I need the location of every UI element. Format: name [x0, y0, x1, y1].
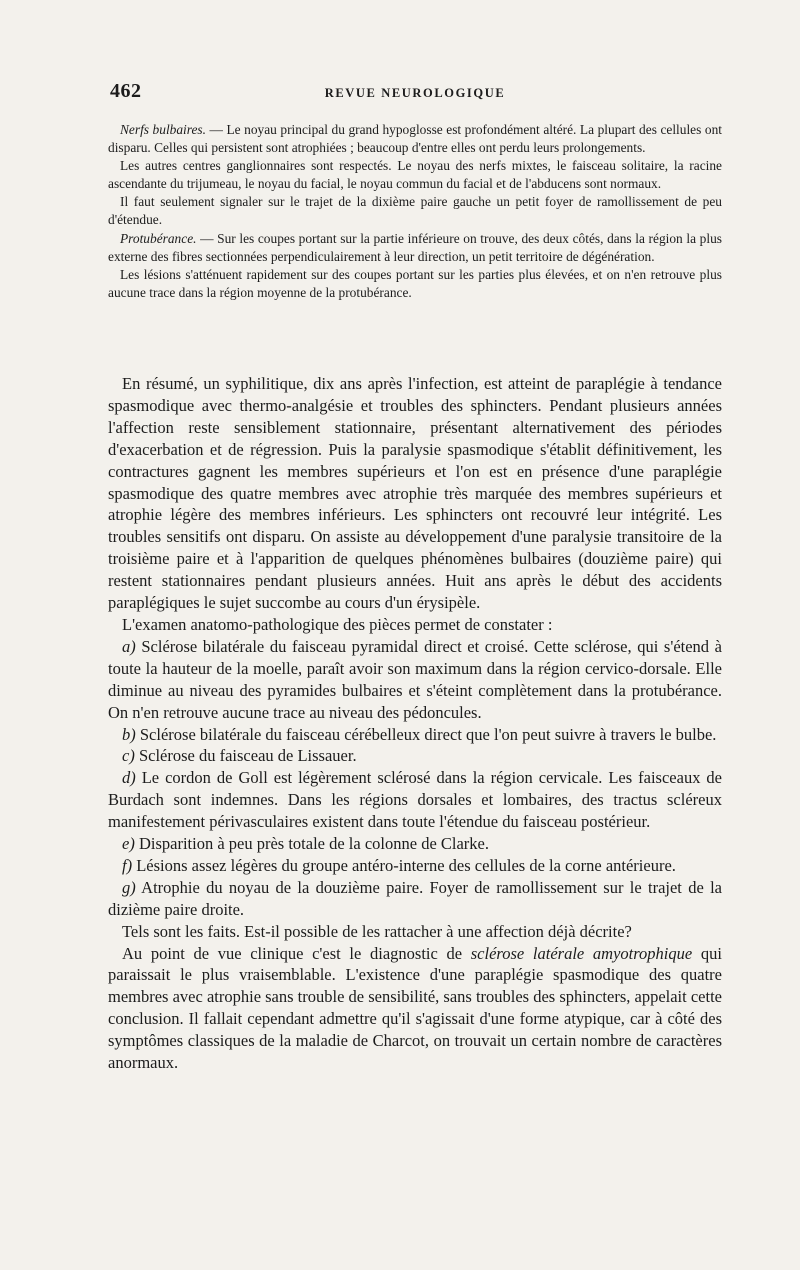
section-heading-protuberance: Protubérance. [120, 230, 197, 246]
list-item-text: Sclérose bilatérale du faisceau pyramidal direct et croisé. Cette sclérose, qui s'étend à toute la hauteur de la moelle, paraît avoir son maximum dans la région cervico-dorsale. Elle diminue au niveau des pyramides bulbaires et s'éteint complètement dans la protubérance. On n'en retrouve aucune trace au niveau des pédoncules. [108, 636, 722, 722]
list-item-d [108, 767, 722, 833]
list-marker: e) [122, 834, 135, 854]
list-item-e [108, 833, 722, 855]
paragraph-lesions-attenuent [108, 266, 722, 302]
list-item-text: Disparition à peu près totale de la colonne de Clarke. [134, 834, 489, 854]
small-print-section [108, 121, 722, 302]
paragraph-tels-sont-les-faits [108, 921, 722, 943]
list-item-b [108, 724, 722, 746]
list-item-text: Sclérose du faisceau de Lissauer. [134, 746, 357, 766]
emphasized-term: sclérose latérale amyotrophique [470, 943, 693, 963]
paragraph-protuberance [108, 230, 722, 266]
list-item-text: Atrophie du noyau de la douzième paire. Foyer de ramollissement sur le trajet de la dizième paire droite. [108, 877, 722, 919]
list-marker: f) [122, 855, 133, 875]
list-marker: b) [122, 724, 136, 744]
paragraph-text: qui paraissait le plus vraisemblable. L'existence d'une paraplégie spasmodique des quatre membres avec atrophie sans trouble de sensibilité, sans troubles des sphincters, appelait cette conclusion. Il fallait cependant admettre qu'il s'agissait d'une forme atypique, car à côté des symptômes classiques de la maladie de Charcot, on trouvait un certain nombre de caractères anormaux. [108, 943, 722, 1073]
paragraph-centres-ganglionnaires [108, 157, 722, 193]
paragraph-nerfs-bulbaires [108, 121, 722, 157]
paragraph-text: Il faut seulement signaler sur le trajet de la dixième paire gauche un petit foyer de ramollissement de peu d'étendue. [108, 194, 722, 228]
paragraph-resume [108, 373, 722, 614]
list-marker: g) [122, 877, 136, 897]
paragraph-text: Au point de vue clinique c'est le diagnostic de [122, 943, 471, 963]
paragraph-text: Tels sont les faits. Est-il possible de les rattacher à une affection déjà décrite? [122, 921, 632, 941]
page-header [110, 80, 720, 110]
section-heading-nerfs-bulbaires: Nerfs bulbaires. [120, 122, 206, 137]
list-item-text: Le cordon de Goll est légèrement sclérosé dans la région cervicale. Les faisceaux de Burdach sont indemnes. Dans les régions dorsales et lombaires, des tractus scléreux manifestement périvasculaires existent dans toute l'étendue du faisceau postérieur. [108, 768, 722, 832]
paragraph-point-de-vue-clinique [108, 943, 722, 1074]
paragraph-text: Les lésions s'atténuent rapidement sur des coupes portant sur les parties plus élevées, et on n'en retrouve plus aucune trace dans la région moyenne de la protubérance. [108, 266, 722, 300]
list-marker: a) [122, 636, 136, 656]
page-number: 462 [110, 80, 142, 102]
paragraph-examen [108, 614, 722, 636]
list-item-g [108, 877, 722, 921]
main-text-section [108, 373, 722, 1074]
list-marker: c) [122, 746, 135, 766]
list-item-text: Sclérose bilatérale du faisceau cérébelleux direct que l'on peut suivre à travers le bulbe. [135, 724, 717, 744]
running-title: REVUE NEUROLOGIQUE [324, 86, 506, 100]
paragraph-text: L'examen anatomo-pathologique des pièces permet de constater : [122, 614, 553, 634]
list-item-f [108, 855, 722, 877]
list-item-c [108, 745, 722, 767]
paragraph-dixieme-paire [108, 193, 722, 229]
list-marker: d) [122, 768, 136, 788]
paragraph-text: Les autres centres ganglionnaires sont respectés. Le noyau des nerfs mixtes, le faisceau solitaire, la racine ascendante du trijumeau, le noyau du facial, le noyau commun du facial et de l'abducens sont normaux. [108, 158, 722, 192]
list-item-a [108, 636, 722, 724]
paragraph-text: — Sur les coupes portant sur la partie inférieure on trouve, des deux côtés, dans la région la plus externe des fibres sectionnées perpendiculairement à leur direction, un petit territoire de dégénération. [108, 230, 722, 264]
paragraph-text: — Le noyau principal du grand hypoglosse est profondément altéré. La plupart des cellules ont disparu. Celles qui persistent sont atrophiées ; beaucoup d'entre elles ont perdu leurs prolongements. [108, 122, 722, 156]
paragraph-text: En résumé, un syphilitique, dix ans après l'infection, est atteint de paraplégie à tendance spasmodique avec thermo-analgésie et troubles des sphincters. Pendant plusieurs années l'affection reste sensiblement stationnaire, présentant alternativement des périodes d'exacerbation et de régression. Puis la paralysie spasmodique s'établit définitivement, les contractures gagnent les membres supérieurs et l'on est en présence d'une paraplégie spasmodique des quatre membres avec atrophie très marquée des membres supérieurs et atrophie légère des membres inférieurs. Les sphincters ont recouvré leur intégrité. Les troubles sensitifs ont disparu. On assiste au développement d'une paralysie transitoire de la troisième paire et à l'apparition de quelques phénomènes bulbaires (douzième paire) qui restent stationnaires pendant plusieurs années. Huit ans après le début des accidents paraplégiques le sujet succombe au cours d'un érysipèle. [108, 374, 722, 613]
list-item-text: Lésions assez légères du groupe antéro-interne des cellules de la corne antérieure. [132, 855, 676, 875]
